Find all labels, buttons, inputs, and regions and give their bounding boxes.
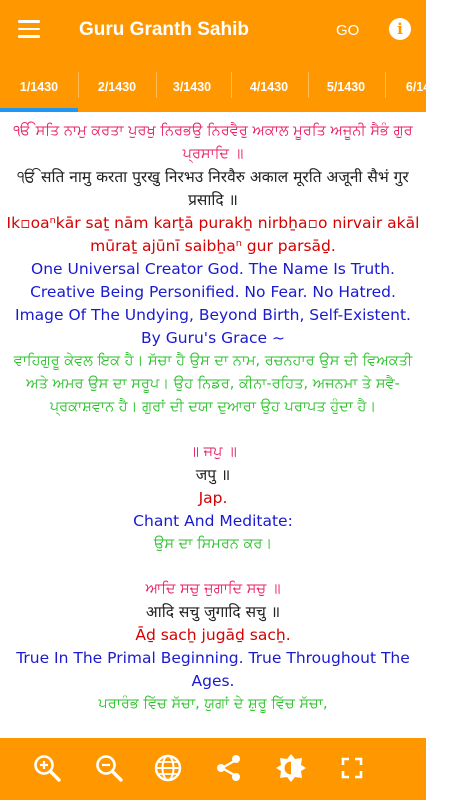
language-icon[interactable]: [152, 752, 184, 784]
zoom-out-icon[interactable]: [93, 752, 125, 784]
tab-page-5[interactable]: 5/1430: [326, 80, 366, 94]
verse-hindi: आदि सचु जुगादि सचु ॥: [145, 603, 281, 621]
verse-gurmukhi: ੴ ਸਤਿ ਨਾਮੁ ਕਰਤਾ ਪੁਰਖੁ ਨਿਰਭਉ ਨਿਰਵੈਰੁ ਅਕਾਲ ਮੂਰਤਿ ਅਜੂਨੀ ਸੈਭੰ ਗੁਰ ਪ੍ਰਸਾਦਿ ॥: [13, 123, 413, 162]
zoom-in-icon[interactable]: [31, 752, 63, 784]
share-icon[interactable]: [213, 752, 245, 784]
verse-punjabi-translation: ਉਸ ਦਾ ਸਿਮਰਨ ਕਰ।: [153, 536, 273, 552]
tab-page-6[interactable]: 6/1430: [405, 80, 445, 94]
verse-hindi: ੴ सति नामु करता पुरखु निरभउ निरवैरु अकाल मूरति अजूनी सैभं गुर प्रसादि ॥: [17, 168, 409, 209]
tab-page-4[interactable]: 4/1430: [249, 80, 289, 94]
app-title: Guru Granth Sahib: [79, 19, 249, 40]
selected-tab-indicator: [0, 108, 78, 112]
verse-block: [0, 578, 426, 716]
verse-hindi: जपु ॥: [195, 466, 231, 484]
verse-gurmukhi: ਆਦਿ ਸਚੁ ਜੁਗਾਦਿ ਸਚੁ ॥: [145, 581, 281, 597]
verse-punjabi-translation: ਪਰਾਰੰਭ ਵਿੱਚ ਸੱਚਾ, ਯੁਗਾਂ ਦੇ ਸ਼ੁਰੂ ਵਿੱਚ ਸੱਚਾ,: [98, 696, 328, 712]
verse-block: [0, 441, 426, 556]
verse-block: [0, 120, 426, 419]
verse-transliteration: Ik▫oaⁿkār saṯ nām karṯā purakẖ nirbẖa▫o nirvair akāl mūraṯ ajūnī saibẖaⁿ gur parsāḏ.: [6, 214, 420, 255]
verse-transliteration: Āḏ sacẖ jugāḏ sacẖ.: [135, 626, 291, 644]
menu-icon[interactable]: [18, 20, 40, 38]
brightness-icon[interactable]: [275, 752, 307, 784]
info-icon[interactable]: i: [389, 18, 411, 40]
go-button[interactable]: GO: [336, 22, 360, 39]
verse-english-translation: True In The Primal Beginning. True Throughout The Ages.: [16, 649, 410, 690]
tab-page-3[interactable]: 3/1430: [172, 80, 212, 94]
bottom-toolbar: [0, 738, 426, 800]
app-bar: [0, 0, 426, 64]
verse-english-translation: Chant And Meditate:: [133, 512, 293, 530]
scripture-content[interactable]: [0, 120, 426, 738]
verse-transliteration: Jap.: [198, 489, 228, 507]
verse-gurmukhi: ॥ ਜਪੁ ॥: [189, 444, 237, 460]
fullscreen-icon[interactable]: [336, 752, 368, 784]
verse-english-translation: One Universal Creator God. The Name Is Truth. Creative Being Personified. No Fear. No Hatred. Image Of The Undying, Beyond Birth, Self-Existent. By Guru's Grace ~: [15, 260, 411, 347]
tab-page-2[interactable]: 2/1430: [97, 80, 137, 94]
page-tabs: [0, 64, 445, 112]
verse-punjabi-translation: ਵਾਹਿਗੁਰੂ ਕੇਵਲ ਇਕ ਹੈ। ਸੱਚਾ ਹੈ ਉਸ ਦਾ ਨਾਮ, ਰਚਨਹਾਰ ਉਸ ਦੀ ਵਿਅਕਤੀ ਅਤੇ ਅਮਰ ਉਸ ਦਾ ਸਰੂਪ। ਉਹ ਨਿਡਰ, ਕੀਨਾ-ਰਹਿਤ, ਅਜਨਮਾ ਤੇ ਸਵੈ-ਪ੍ਰਕਾਸ਼ਵਾਨ ਹੈ। ਗੁਰਾਂ ਦੀ ਦਯਾ ਦੁਆਰਾ ਉਹ ਪਰਾਪਤ ਹੁੰਦਾ ਹੈ।: [13, 353, 413, 415]
tab-page-1[interactable]: 1/1430: [19, 80, 59, 94]
